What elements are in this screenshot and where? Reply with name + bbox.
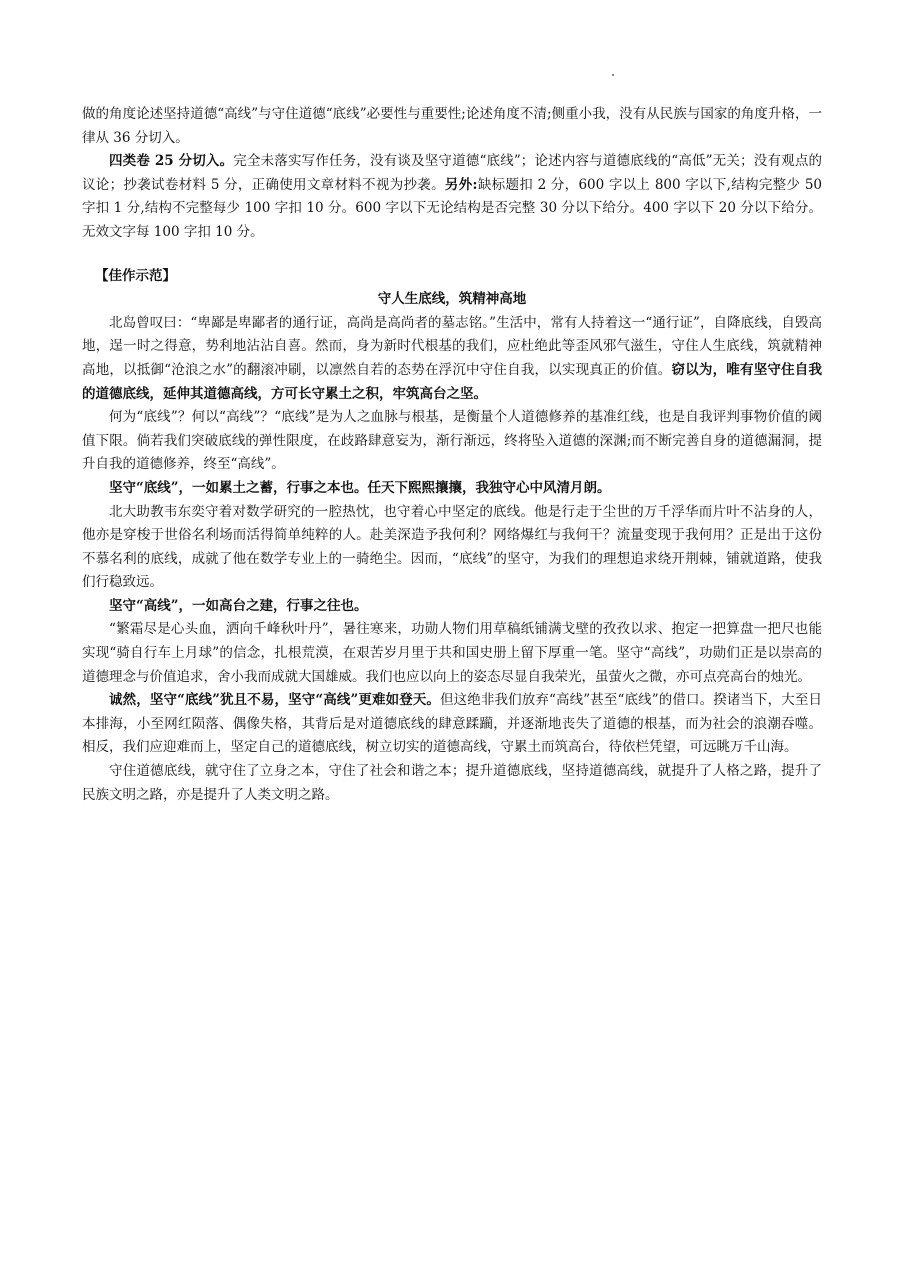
essay-paragraph-7 <box>82 689 822 760</box>
essay-title: 守人生底线，筑精神高地 <box>377 291 527 308</box>
essay-paragraph-4: 北大助教韦东奕守着对数学研究的一腔热忱，也守着心中坚定的底线。他是行走于尘世的万千浮华而片叶不沾身的人，他亦是穿梭于世俗名利场而活得简单纯粹的人。赴美深造予我何利？网络爆红与我何干？流量变现于我何用？正是出于这份不慕名利的底线，成就了他在数学专业上的一骑绝尘。因而，“底线”的坚守，为我们的理想追求绕开荆棘，铺就道路，使我们行稳致远。 <box>82 503 822 591</box>
criteria-paragraph-1: 做的角度论述坚持道德“高线”与守住道德“底线”必要性与重要性;论述角度不清;侧重小我，没有从民族与国家的角度升格，一律从 36 分切入。 <box>82 106 822 146</box>
document-page <box>82 103 822 807</box>
other-text: 缺标题扣 2 分，600 字以上 800 字以下,结构完整少 50 字扣 1 分,结构不完整每少 100 字扣 10 分。600 字以下无论结构是否完整 30 分以下给分。400 字以下 20 分以下给分。无效文字每 100 字扣 10 分。 <box>82 176 823 240</box>
essay-paragraph-7-text: 但这绝非我们放弃“高线”甚至“底线”的借口。揆诸当下，大至日本排海，小至网红陨落、偶像失格，其背后是对道德底线的肆意蹂躏，并逐渐地丧失了道德的根基，而为社会的浪潮吞噬。相反，我们应迎难而上，坚定自己的道德底线，树立切实的道德高线，守累土而筑高台，待依栏凭望，可远眺万千山海。 <box>82 692 823 756</box>
essay-subheading-1: 坚守“底线”，一如累土之蓄，行事之本也。任天下熙熙攘攘，我独守心中风清月朗。 <box>109 479 611 496</box>
essay-thesis: 窃以为，唯有坚守住自我的道德底线，延伸其道德高线，方可长守累土之积，牢筑高台之坚。 <box>82 361 822 402</box>
essay-paragraph-6: “繁霜尽是心头血，洒向千峰秋叶丹”，暑往寒来，功勋人物们用草稿纸铺满戈壁的孜孜以求、抱定一把算盘一把尺也能实现“骑自行车上月球”的信念，扎根荒漠，在艰苦岁月里于共和国史册上留下厚重一笔。坚守“高线”，功勋们正是以崇高的道德理念与价值追求，舍小我而成就大国雄威。我们也应以向上的姿态尽显自我荣光，虽萤火之微，亦可点亮高台的烛光。 <box>82 621 822 685</box>
category-four-label: 四类卷 25 分切入。 <box>109 153 234 170</box>
essay-conclusion: 守住道德底线，就守住了立身之本，守住了社会和谐之本；提升道德底线，坚持道德高线，就提升了人格之路，提升了民族文明之路，亦是提升了人类文明之路。 <box>82 763 822 803</box>
criteria-paragraph-2 <box>82 150 822 244</box>
essay-paragraph-1-text: 北岛曾叹曰：“卑鄙是卑鄙者的通行证，高尚是高尚者的墓志铭。”生活中，常有人持着这一“通行证”，自降底线，自毁高地，逞一时之得意，势利地沾沾自喜。然而，身为新时代根基的我们，应杜绝此等歪风邪气滋生，守住人生底线，筑就精神高地，以抵御“沧浪之水”的翻滚冲刷，以凛然自若的态势在浮沉中守住自我，以实现真正的价值。 <box>82 314 822 378</box>
other-label: 另外: <box>444 176 478 193</box>
essay-subheading-2: 坚守“高线”，一如高台之建，行事之往也。 <box>109 597 368 614</box>
category-four-text: 完全未落实写作任务，没有谈及坚守道德“底线”；论述内容与道德底线的“高低”无关；没有观点的议论；抄袭试卷材料 5 分，正确使用文章材料不视为抄袭。 <box>82 153 822 193</box>
essay-paragraph-1 <box>82 312 822 406</box>
essay-concession: 诚然，坚守“底线”犹且不易，坚守“高线”更难如登天。 <box>109 692 441 709</box>
scan-speck <box>612 74 614 76</box>
section-heading: 【佳作示范】 <box>95 267 176 284</box>
essay-paragraph-2: 何为“底线”？何以“高线”？“底线”是为人之血脉与根基，是衡量个人道德修养的基准红线，也是自我评判事物价值的阈值下限。倘若我们突破底线的弹性限度，在歧路肆意妄为，渐行渐远，终将坠入道德的深渊;而不断完善自身的道德漏洞，提升自我的道德修养，终至“高线”。 <box>82 409 822 473</box>
